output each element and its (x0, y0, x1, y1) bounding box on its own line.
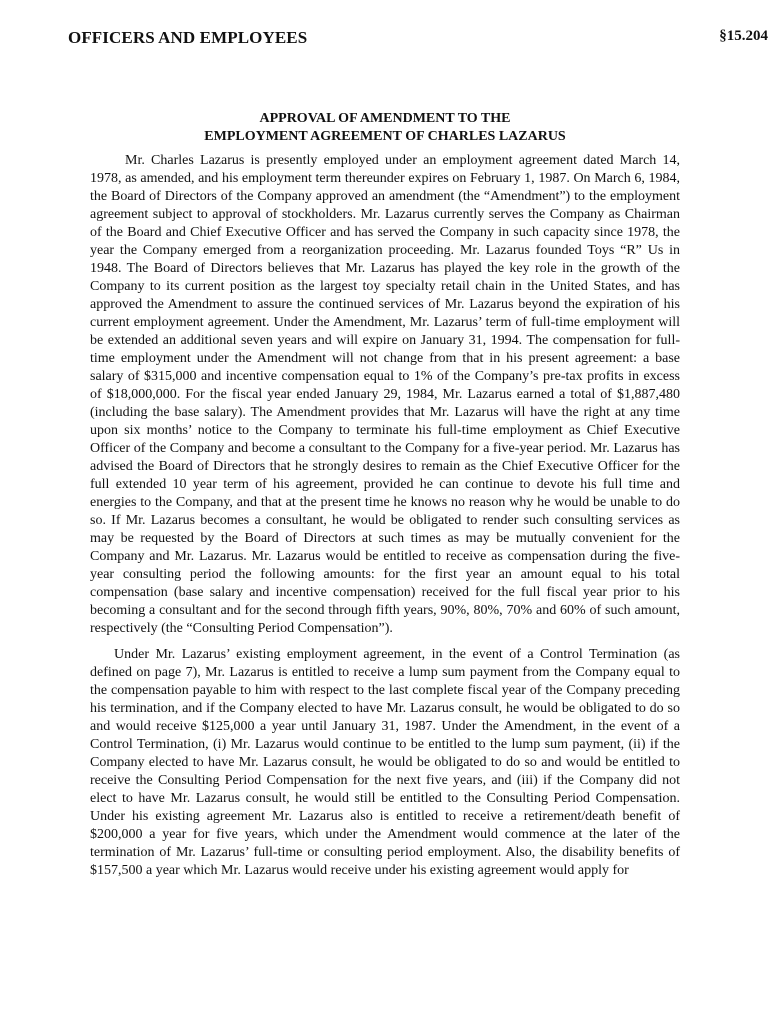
document-body (90, 152, 680, 880)
paragraph: Under Mr. Lazarus’ existing employment agreement, in the event of a Control Termination (as defined on page 7), Mr. Lazarus is entitled to receive a lump sum payment from the Company equal to the compensation payable to him with respect to the last complete fiscal year of the Company preceding his termination, and if the Company elected to have Mr. Lazarus consult, he would be obligated to do so and would receive $125,000 a year until January 31, 1987. Under the Amendment, in the event of a Control Termination, (i) Mr. Lazarus would continue to be entitled to the lump sum payment, (ii) if the Company elected to have Mr. Lazarus consult, he would be obligated to do so and would be entitled to receive the Consulting Period Compensation for the next five years, and (iii) if the Company did not elect to have Mr. Lazarus consult, he would still be entitled to the Consulting Period Compensation. Under his existing agreement Mr. Lazarus also is entitled to receive a retirement/death benefit of $200,000 a year for five years, which under the Amendment would commence at the later of the termination of Mr. Lazarus’ full-time or consulting period employment. Also, the disability benefits of $157,500 a year which Mr. Lazarus would receive under his existing agreement would apply for (90, 647, 680, 878)
heading-line-2: EMPLOYMENT AGREEMENT OF CHARLES LAZARUS (204, 129, 566, 144)
section-number: §15.204 (719, 28, 768, 44)
section-title: OFFICERS AND EMPLOYEES (68, 28, 308, 47)
paragraph: Mr. Charles Lazarus is presently employed under an employment agreement dated March 14, 1978, as amended, and his employment term thereunder expires on February 1, 1987. On March 6, 1984, the Board of Directors of the Company approved an amendment (the “Amendment”) to the employment agreement subject to approval of stockholders. Mr. Lazarus currently serves the Company as Chairman of the Board and Chief Executive Officer and has served the Company in such capacity since 1978, the year the Company emerged from a reorganization proceeding. Mr. Lazarus founded Toys “R” Us in 1948. The Board of Directors believes that Mr. Lazarus has played the key role in the growth of the Company to its current position as the largest toy specialty retail chain in the United States, and has approved the Amendment to assure the continued services of Mr. Lazarus beyond the expiration of his current employment agreement. Under the Amendment, Mr. Lazarus’ term of full-time employment will be extended an additional seven years and will expire on January 31, 1994. The compensation for full-time employment under the Amendment will not change from that in his present agreement: a base salary of $315,000 and incentive compensation equal to 1% of the Company’s pre-tax profits in excess of $18,000,000. For the fiscal year ended January 29, 1984, Mr. Lazarus earned a total of $1,887,480 (including the base salary). The Amendment provides that Mr. Lazarus will have the right at any time upon six months’ notice to the Company to terminate his full-time employment as Chief Executive Officer of the Company and become a consultant to the Company for a five-year period. Mr. Lazarus has advised the Board of Directors that he strongly desires to remain as the Chief Executive Officer for the full extended 10 year term of his agreement, provided he can continue to devote his full time and energies to the Company, and that at the present time he knows no reason why he would be unable to do so. If Mr. Lazarus becomes a consultant, he would be obligated to render such consulting services as may be requested by the Board of Directors at such times as may be mutually convenient for the Company and Mr. Lazarus. Mr. Lazarus would be entitled to receive as compensation during the five-year consulting period the following amounts: for the first year an amount equal to his total compensation (base salary and incentive compensation) received for the full fiscal year prior to his becoming a consultant and for the second through fifth years, 90%, 80%, 70% and 60% of such amount, respectively (the “Consulting Period Compensation”). (90, 153, 680, 636)
document-heading (90, 110, 680, 146)
page-header (68, 28, 768, 52)
heading-line-1: APPROVAL OF AMENDMENT TO THE (259, 111, 511, 126)
